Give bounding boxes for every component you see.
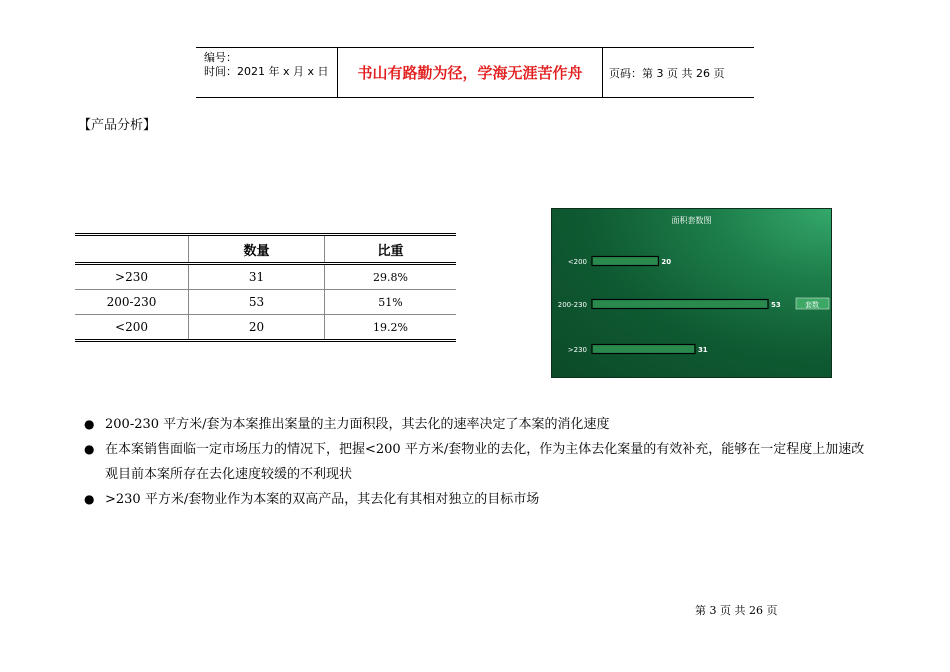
header-meta [196, 48, 338, 97]
bullet-text: >230 平方米/套物业作为本案的双高产品，其去化有其相对独立的目标市场 [105, 492, 540, 507]
section-title: 【产品分析】 [78, 118, 157, 133]
bullet-text: 在本案销售面临一定市场压力的情况下，把握<200 平方米/套物业的去化，作为主体去化案量的有效补充，能够在一定程度上加速改观目前本案所存在去化速度较缓的不利现状 [105, 442, 865, 482]
header-motto: 书山有路勤为径，学海无涯苦作舟 [338, 48, 603, 97]
table-cell-count: 31 [189, 264, 325, 290]
table-header-cell [75, 236, 189, 264]
table-header-cell: 数量 [189, 236, 325, 264]
data-table [75, 233, 456, 342]
header-number-label: 编号： [204, 51, 237, 64]
table-cell-area: 200-230 [75, 290, 189, 315]
category-label: <200 [567, 258, 587, 266]
bullet-text: 200-230 平方米/套为本案推出案量的主力面积段，其去化的速率决定了本案的消化速度 [105, 417, 610, 432]
chart-title: 面积套数图 [671, 216, 712, 225]
area-count-chart [551, 208, 832, 378]
table-header-cell: 比重 [325, 236, 457, 264]
table-cell-ratio: 19.2% [325, 315, 457, 341]
bullet-item [84, 487, 884, 512]
data-label: 20 [661, 258, 672, 266]
table-cell-ratio: 51% [325, 290, 457, 315]
bullet-item [84, 412, 884, 437]
analysis-bullets [84, 412, 884, 512]
header-page-label: 页码：第 3 页 共 26 页 [609, 66, 725, 80]
bar [592, 257, 658, 266]
table-cell-area: >230 [75, 264, 189, 290]
legend-label: 套数 [805, 301, 819, 309]
bar [592, 300, 768, 309]
table-header-row [75, 236, 456, 264]
bullet-dot-icon: ● [84, 417, 95, 431]
table-row [75, 290, 456, 315]
category-label: >230 [567, 346, 587, 354]
document-header [196, 47, 754, 98]
table-cell-ratio: 29.8% [325, 264, 457, 290]
table-cell-count: 20 [189, 315, 325, 341]
bullet-dot-icon: ● [84, 492, 95, 506]
table-row [75, 315, 456, 341]
bullet-item [84, 437, 884, 487]
table-cell-count: 53 [189, 290, 325, 315]
category-label: 200-230 [557, 301, 587, 309]
table-row [75, 264, 456, 290]
data-label: 53 [771, 301, 781, 309]
bar [592, 345, 695, 354]
bullet-dot-icon: ● [84, 442, 95, 456]
table-cell-area: <200 [75, 315, 189, 341]
chart-canvas [552, 209, 831, 377]
page-footer: 第 3 页 共 26 页 [695, 604, 778, 617]
header-time-label: 时间：2021 年 x 月 x 日 [204, 65, 329, 78]
data-label: 31 [697, 346, 708, 354]
